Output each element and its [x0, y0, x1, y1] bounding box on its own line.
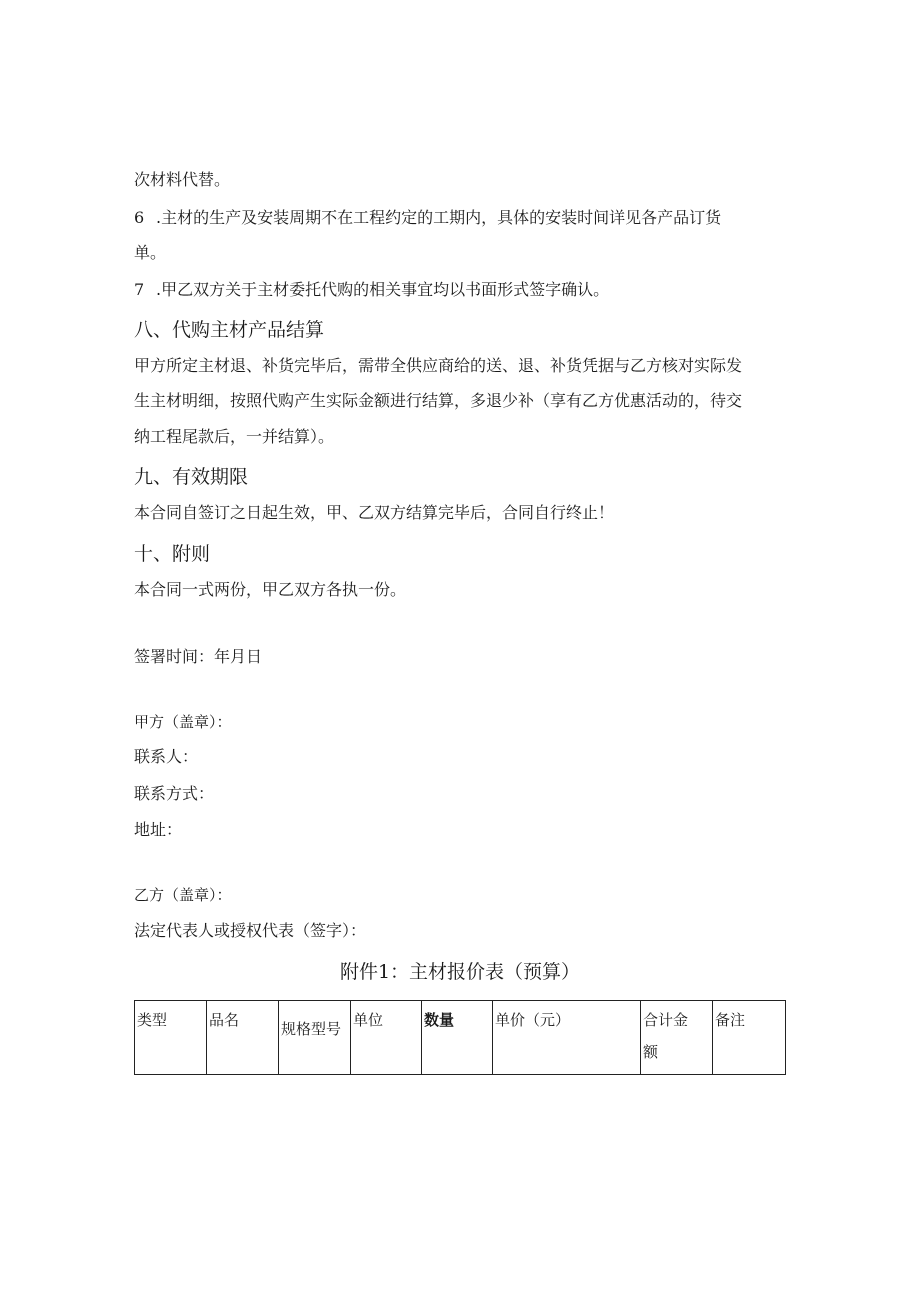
- text-line: 单。: [134, 243, 167, 262]
- header-cell-name: 品名: [207, 1001, 279, 1075]
- header-cell-spec: 规格型号: [279, 1001, 351, 1075]
- list-number: 7: [134, 280, 145, 299]
- legal-representative: 法定代表人或授权代表（签字）：: [134, 921, 367, 940]
- paragraph-line: 本合同自签订之日起生效，甲、乙双方结算完毕后，合同自行终止！: [134, 503, 615, 522]
- paragraph-line: 纳工程尾款后，一并结算）。: [134, 427, 335, 446]
- attachment-title: 附件1：主材报价表（预算）: [339, 961, 581, 983]
- header-total-part1: 合计金: [643, 1011, 689, 1029]
- section-heading-10: 十、附则: [134, 543, 211, 565]
- header-cell-type: 类型: [135, 1001, 207, 1075]
- paragraph-line: 生主材明细，按照代购产生实际金额进行结算，多退少补（享有乙方优惠活动的，待交: [134, 391, 743, 410]
- contact-person: 联系人：: [134, 747, 199, 766]
- list-text: .主材的生产及安装周期不在工程约定的工期内，具体的安装时间详见各产品订货: [156, 208, 722, 227]
- section-heading-8: 八、代购主材产品结算: [134, 319, 325, 341]
- quote-table: [134, 1000, 786, 1075]
- section-heading-9: 九、有效期限: [134, 466, 249, 488]
- paragraph-line: 甲方所定主材退、补货完毕后，需带全供应商给的送、退、补货凭据与乙方核对实际发: [134, 356, 743, 375]
- header-cell-unit-price: 单价（元）: [493, 1001, 641, 1075]
- list-item-6: [134, 208, 721, 228]
- party-b-seal: 乙方（盖章）：: [134, 886, 232, 904]
- text-line: 次材料代替。: [134, 170, 231, 189]
- contact-method: 联系方式：: [134, 784, 215, 803]
- header-total-part2: 额: [643, 1043, 659, 1061]
- table-header-row: [135, 1001, 786, 1075]
- header-cell-remark: 备注: [713, 1001, 786, 1075]
- header-cell-quantity: 数量: [422, 1001, 493, 1075]
- list-number: 6: [134, 208, 145, 227]
- list-text: .甲乙双方关于主材委托代购的相关事宜均以书面形式签字确认。: [156, 280, 610, 299]
- party-a-seal: 甲方（盖章）：: [134, 713, 232, 731]
- header-cell-unit: 单位: [351, 1001, 422, 1075]
- list-item-7: [134, 280, 609, 300]
- paragraph-line: 本合同一式两份，甲乙双方各执一份。: [134, 580, 407, 599]
- address: 地址：: [134, 820, 183, 839]
- signing-date: 签署时间：年月日: [134, 647, 263, 666]
- header-cell-total: [641, 1001, 713, 1075]
